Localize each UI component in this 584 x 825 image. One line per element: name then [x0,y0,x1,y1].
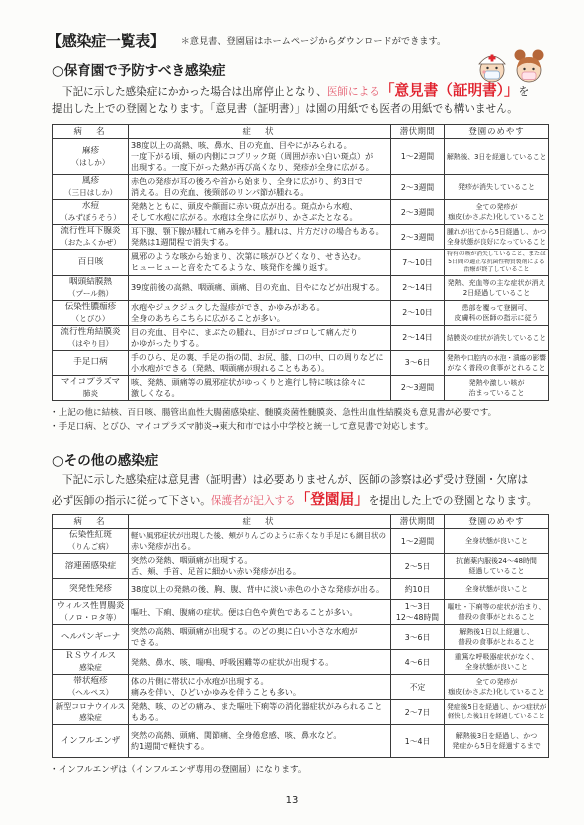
incubation-period: 2～5日 [404,561,431,571]
disease-name-cell [53,375,129,400]
incubation-cell [391,300,445,325]
table-header-row [53,515,549,529]
return-criteria-cell [445,275,549,300]
intro-highlight: 医師による [326,86,380,98]
disease-name-cell [53,554,129,579]
disease-name-cell [53,300,129,325]
symptoms-line: 突然の高熱、頭痛、関節痛、全身倦怠感、咳、鼻水など。 [131,730,342,740]
return-criteria-line: 発熱や口腔内の水泡・潰瘍の影響 [447,353,546,362]
disease-name: ヘルパンギーナ [60,631,121,642]
return-criteria-line: 解熱後3日を経過し、かつ [455,732,538,740]
return-criteria-line: 嘔吐・下痢等の症状が治まり、 [447,603,546,611]
disease-name: インフルエンザ [60,735,121,746]
symptoms-line: 赤色の発疹が耳の後ろや首から始まり、全身に広がり、約3日で [131,176,363,186]
disease-name-cell [53,700,129,725]
symptoms-cell [129,675,391,700]
symptoms-line: そして水疱に広がる。水疱は全身に広がり、かさぶたとなる。 [131,212,358,222]
disease-alias: （みずぼうそう） [60,213,121,222]
disease-alias: （はしか） [71,157,110,167]
symptoms-cell [129,225,391,250]
incubation-period: 約10日 [404,584,431,594]
return-criteria-line: 軽快した後1日を経過していること [448,713,545,720]
return-criteria-cell [445,325,549,350]
symptoms-line: 耳下腺、顎下腺が腫れて痛みを伴う。腫れは、片方だけの場合もある。 [131,227,384,236]
disease-row [53,350,549,375]
disease-name: 麻疹 [81,145,100,156]
symptoms-line: 消える。目の充血、後頸部のリンパ節が腫れる。 [131,187,309,197]
disease-alias: （はやり目） [67,338,114,348]
return-criteria-line: 解熱後1日以上経過し、 [459,628,534,636]
disease-name-cell [53,275,129,300]
disease-name-cell [53,200,129,225]
intro-emphasis: 「登園届」 [295,491,369,508]
incubation-cell [391,579,445,600]
incubation-period: 2～7日 [404,707,431,717]
incubation-cell [391,375,445,400]
return-criteria-line: 全身状態が良いこと [465,663,528,671]
return-criteria-line: 皮膚科の医師の指示に従う [454,313,539,322]
footer-notes [50,763,550,777]
incubation-cell [391,139,445,175]
disease-name: 溶連菌感染症 [64,560,117,571]
incubation-period: 7～10日 [402,257,433,267]
return-criteria-line: 結膜炎の症状が消失していること [447,333,546,342]
return-criteria-cell [445,175,549,200]
symptoms-cell [129,650,391,675]
table-body [53,139,549,401]
return-criteria-line: 2日経過していること [462,288,531,297]
disease-alias: （りんご病） [67,542,114,551]
symptoms-cell [129,600,391,625]
symptoms-line: 軽い風邪症状が出現した後、頬がりんごのように赤くなり手足にも網目状の [131,531,386,540]
symptoms-line: 38度以上の発熱の後、胸、腹、背中に淡い赤色の小さな発疹が出る。 [131,583,385,594]
return-criteria-cell [445,225,549,250]
return-criteria-cell [445,350,549,375]
disease-name-cell [53,675,129,700]
disease-row [53,250,549,276]
incubation-period: 12～48時間 [395,613,440,622]
symptoms-cell [129,350,391,375]
incubation-cell [391,675,445,700]
return-criteria-line: 痂皮(かさぶた)化していること [448,213,545,221]
disease-row [53,675,549,700]
disease-name: マイコプラズマ [60,376,121,387]
section-intro-line: 提出した上での登園となります。「意見書（証明書）」は園の用紙でも医者の用紙でも構いません。 [52,103,518,115]
disease-row [53,200,549,225]
disease-row [53,579,549,600]
incubation-cell [391,275,445,300]
disease-name: 百日咳 [77,256,104,267]
disease-row [53,139,549,175]
table-body [53,529,549,758]
symptoms-cell [129,250,391,276]
symptoms-line: 手のひら、足の裏、手足の指の間、お尻、膝、口の中、口の周りなどに [131,352,384,362]
disease-name: ウィルス性胃腸炎 [56,601,125,611]
incubation-cell [391,650,445,675]
symptoms-line: ヒューヒューと音をたてるような、咳発作を繰り返す。 [131,262,333,273]
symptoms-line: 39度前後の高熱、咽頭痛、頭痛、目の充血、目やになどが出現する。 [131,282,385,292]
table-header-row [53,125,549,139]
return-criteria-cell [445,250,549,276]
incubation-cell [391,200,445,225]
disease-name: ＲＳウイルス [64,651,117,661]
return-criteria-line: 5日間の適正な抗菌性物質製剤による [448,258,545,265]
return-criteria-line: 治まっていること [468,388,525,397]
symptoms-line: 全身のあちらこちらに広がることが多い。 [131,312,285,323]
return-criteria-cell [445,625,549,650]
return-criteria-line: 普段の食事がとれること [458,613,535,621]
return-criteria-line: 全身状態が良いこと [465,585,528,593]
symptoms-cell [129,579,391,600]
incubation-cell [391,225,445,250]
intro-highlight: 保護者が記入する [210,495,296,507]
disease-alias: （プール熱） [67,288,114,298]
disease-name: 帯状疱疹 [73,676,108,686]
symptoms-cell [129,725,391,758]
intro-text: 必ず医師の指示に従って下さい。 [52,495,211,507]
symptoms-cell [129,139,391,175]
symptoms-cell [129,200,391,225]
symptoms-cell [129,625,391,650]
page-title: 【感染症一覧表】 [47,31,165,50]
return-criteria-line: 腫れが出てから5日経過し、かつ [447,228,546,236]
symptoms-line: 風邪のような咳から始まり、次第に咳がひどくなり、せき込む。 [131,251,366,262]
incubation-period: 1～2週間 [400,536,435,546]
symptoms-line: できる。 [131,637,164,647]
incubation-period: 2～3週間 [400,383,435,392]
return-criteria-line: 全ての発疹が [475,678,518,686]
symptoms-line: 約1週間で軽快する。 [131,741,209,751]
return-criteria-line: 発疹が消失していること [458,183,535,191]
download-note: ＊意見書、登園届はホームページからダウンロードができます。 [180,36,447,47]
intro-text: を [518,86,530,98]
column-header-incubation: 潜伏期間 [391,125,445,139]
incubation-period: 2～14日 [402,283,433,292]
section-intro-line [52,490,548,509]
incubation-cell [391,625,445,650]
disease-row [53,375,549,400]
return-criteria-line: 治療が終了していること [463,266,530,273]
footer-note: ・インフルエンザは（インフルエンザ専用の登園届）になります。 [50,765,307,775]
incubation-cell [391,325,445,350]
column-header-return-criteria: 登園のめやす [445,515,549,529]
return-criteria-cell [445,675,549,700]
symptoms-line: かゆがったりする。 [131,337,204,348]
symptoms-line: 一度下がる頃、頬の内側にコプリック斑（周囲が赤い白い斑点）が [131,151,374,161]
disease-name-cell [53,625,129,650]
disease-name-cell [53,139,129,175]
section-intro-line: 下記に示した感染症は意見書（証明書）は必要ありませんが、医師の診察は必ず受け登園・欠席は [62,474,529,486]
disease-row [53,725,549,758]
disease-name-cell [53,579,129,600]
page-number: 13 [285,795,299,806]
return-criteria-cell [445,725,549,758]
intro-text: を提出した上での登園となります。 [368,495,538,507]
disease-row [53,325,549,350]
return-criteria-cell [445,529,549,554]
disease-name: 新型コロナウイルス [55,702,126,711]
incubation-period: 3～6日 [404,632,431,642]
incubation-period: 4～6日 [404,657,431,667]
disease-row [53,275,549,300]
incubation-cell [391,700,445,725]
incubation-period: 2～14日 [402,333,433,342]
column-header-symptoms: 症 状 [129,125,391,139]
incubation-period: 3～6日 [404,358,431,367]
disease-name-cell [53,529,129,554]
disease-name-cell [53,600,129,625]
incubation-period: 2～3週間 [400,182,435,192]
symptoms-line: 舌、頬、手首、足首に細かい赤い発疹が出る。 [131,566,301,576]
table-notes [50,406,550,434]
incubation-cell [391,350,445,375]
symptoms-cell [129,275,391,300]
incubation-period: 不定 [409,682,426,692]
symptoms-line: 発熱は1週間程で消失する。 [131,237,234,247]
disease-name-cell [53,350,129,375]
symptoms-cell [129,325,391,350]
return-criteria-cell [445,200,549,225]
return-criteria-cell [445,700,549,725]
disease-name-cell [53,325,129,350]
return-criteria-line: 痂皮(かさぶた)化していること [448,688,545,696]
symptoms-line: 嘔吐、下痢、腹痛の症状。便は白色や黄色であることが多い。 [131,606,358,617]
disease-name: 伝染性紅斑 [69,530,112,540]
symptoms-line: 発熱、鼻水、咳、喘鳴、呼吸困難等の症状が出現する。 [131,656,334,667]
return-criteria-line: 発症から5日を経過するまで [452,742,541,750]
disease-name-cell [53,175,129,200]
intro-text: 下記に示した感染症にかかった場合は出席停止となり、 [62,86,327,98]
disease-alias: （ノロ・ロタ等） [60,613,121,622]
incubation-cell [391,600,445,625]
disease-row [53,300,549,325]
note-line: ・上記の他に結核、百日咳、腸管出血性大腸菌感染症、髄膜炎菌性髄膜炎、急性出血性結膜炎も意見書が必要です。 [50,407,497,418]
section-other-diseases [0,452,584,777]
return-criteria-line: 抗菌薬内服後24～48時間 [456,557,537,565]
return-criteria-line: 発熱、充血等の主な症状が消え [447,278,546,287]
disease-alias: （三日はしか） [63,188,118,197]
return-criteria-cell [445,600,549,625]
symptoms-line: もある。 [131,712,164,722]
disease-row [53,554,549,579]
symptoms-line: 小水疱ができる（発熱、咽頭痛が現れることもある）。 [131,362,330,373]
incubation-cell [391,554,445,579]
disease-row [53,625,549,650]
disease-alias: 感染症 [79,713,102,722]
disease-row [53,600,549,625]
disease-alias: （とびひ） [71,313,110,323]
column-header-incubation: 潜伏期間 [391,515,445,529]
section-heading: ○その他の感染症 [52,453,159,469]
return-criteria-line: がなく普段の食事がとれること [447,363,546,372]
disease-name-cell [53,225,129,250]
section-heading: ○保育園で予防すべき感染症 [52,63,226,79]
symptoms-line: 水疱やジュクジュクした湿疹ができ、かゆみがある。 [131,301,325,312]
symptoms-line: 突然の高熱、咽頭痛が出現する。のどの奥に白い小さな水疱が [131,626,358,636]
note-line: ・手足口病、とびひ、マイコプラズマ肺炎→東大和市では小中学校と統一して意見書で対応します。 [50,421,434,432]
disease-alias: （おたふくかぜ） [60,238,121,247]
disease-row [53,650,549,675]
section-notifiable-diseases [0,62,584,434]
disease-alias: 感染症 [79,663,102,672]
incubation-period: 2～10日 [402,308,433,317]
disease-alias: 肺炎 [82,388,99,398]
return-criteria-line: 発熱や激しい咳が [468,378,525,387]
symptoms-line: 赤い発疹が出る。 [131,541,196,551]
symptoms-line: 激しくなる。 [131,387,180,398]
return-criteria-line: 全ての発疹が [475,203,518,211]
disease-row [53,225,549,250]
return-criteria-line: 普段の食事がとれること [458,638,535,646]
disease-name-cell [53,250,129,276]
return-criteria-line: 全身状態が良いこと [465,537,528,545]
column-header-symptoms: 症 状 [129,515,391,529]
symptoms-line: 出現する。一度下がった熱が再び高くなり、発疹が全身に広がる。 [131,162,374,172]
symptoms-line: 目の充血、目やに、まぶたの腫れ、目がゴロゴロして痛んだり [131,326,359,337]
disease-name: 風疹 [81,176,100,186]
symptoms-cell [129,554,391,579]
symptoms-cell [129,700,391,725]
column-header-return-criteria: 登園のめやす [445,125,549,139]
symptoms-cell [129,300,391,325]
symptoms-line: 咳、発熱、頭痛等の風邪症状がゆっくりと進行し特に咳は徐々に [131,376,366,387]
incubation-cell [391,250,445,276]
table-other-diseases [52,514,549,758]
disease-name: 突発性発疹 [69,583,112,594]
return-criteria-line: 特有の咳が消失していること、または [447,251,546,257]
symptoms-line: 発熱、咳、のどの痛み、また嘔吐下痢等の消化器症状がみられること [131,701,383,711]
disease-name: 伝染性膿痂疹 [64,301,117,312]
incubation-period: 2～3週間 [400,207,435,217]
incubation-cell [391,175,445,200]
return-criteria-line: 解熱後、3日を経過していること [447,152,546,161]
return-criteria-line: 患部を覆って登園可、 [461,303,532,312]
disease-name: 流行性耳下腺炎 [60,226,121,236]
return-criteria-line: 全身状態が良好になっていること [447,238,546,246]
disease-alias: （ヘルペス） [67,688,114,697]
incubation-cell [391,725,445,758]
return-criteria-cell [445,300,549,325]
disease-row [53,175,549,200]
incubation-period: 1～3日 [404,602,431,611]
disease-name-cell [53,725,129,758]
disease-name: 水痘 [81,201,100,211]
return-criteria-line: 重篤な呼吸器症状がなく、 [454,653,539,661]
symptoms-line: 38度以上の高熱、咳、鼻水、目の充血、目やにがみられる。 [131,140,352,150]
return-criteria-cell [445,139,549,175]
incubation-period: 1～4日 [404,736,431,746]
disease-row [53,529,549,554]
disease-name: 咽頭結膜熱 [69,276,112,287]
column-header-name: 病 名 [53,515,129,529]
return-criteria-cell [445,579,549,600]
return-criteria-line: 発症後5日を経過し、かつ症状が [447,703,546,711]
symptoms-cell [129,175,391,200]
incubation-period: 1～2週間 [400,152,435,161]
return-criteria-cell [445,375,549,400]
symptoms-cell [129,375,391,400]
incubation-period: 2～3週間 [400,232,435,242]
disease-name: 手足口病 [73,357,108,367]
column-header-name: 病 名 [53,125,129,139]
incubation-cell [391,529,445,554]
intro-emphasis: 「意見書（証明書）」 [379,82,519,99]
table-notifiable-diseases [52,124,549,401]
return-criteria-cell [445,554,549,579]
disease-name: 流行性角結膜炎 [60,326,121,337]
return-criteria-cell [445,650,549,675]
symptoms-line: 痛みを伴い、ひどいかゆみを伴うことも多い。 [131,687,301,697]
symptoms-line: 発熱とともに、頭皮や顔面に赤い斑点が出る。斑点から水疱、 [131,201,358,211]
symptoms-line: 体の片側に帯状に小水疱が出現する。 [131,676,269,686]
symptoms-cell [129,529,391,554]
return-criteria-line: 経過していること [468,567,525,575]
title-row [47,29,467,51]
section-intro-line [62,81,548,100]
disease-row [53,700,549,725]
symptoms-line: 突然の発熱、咽頭痛が出現する。 [131,555,253,565]
disease-name-cell [53,650,129,675]
